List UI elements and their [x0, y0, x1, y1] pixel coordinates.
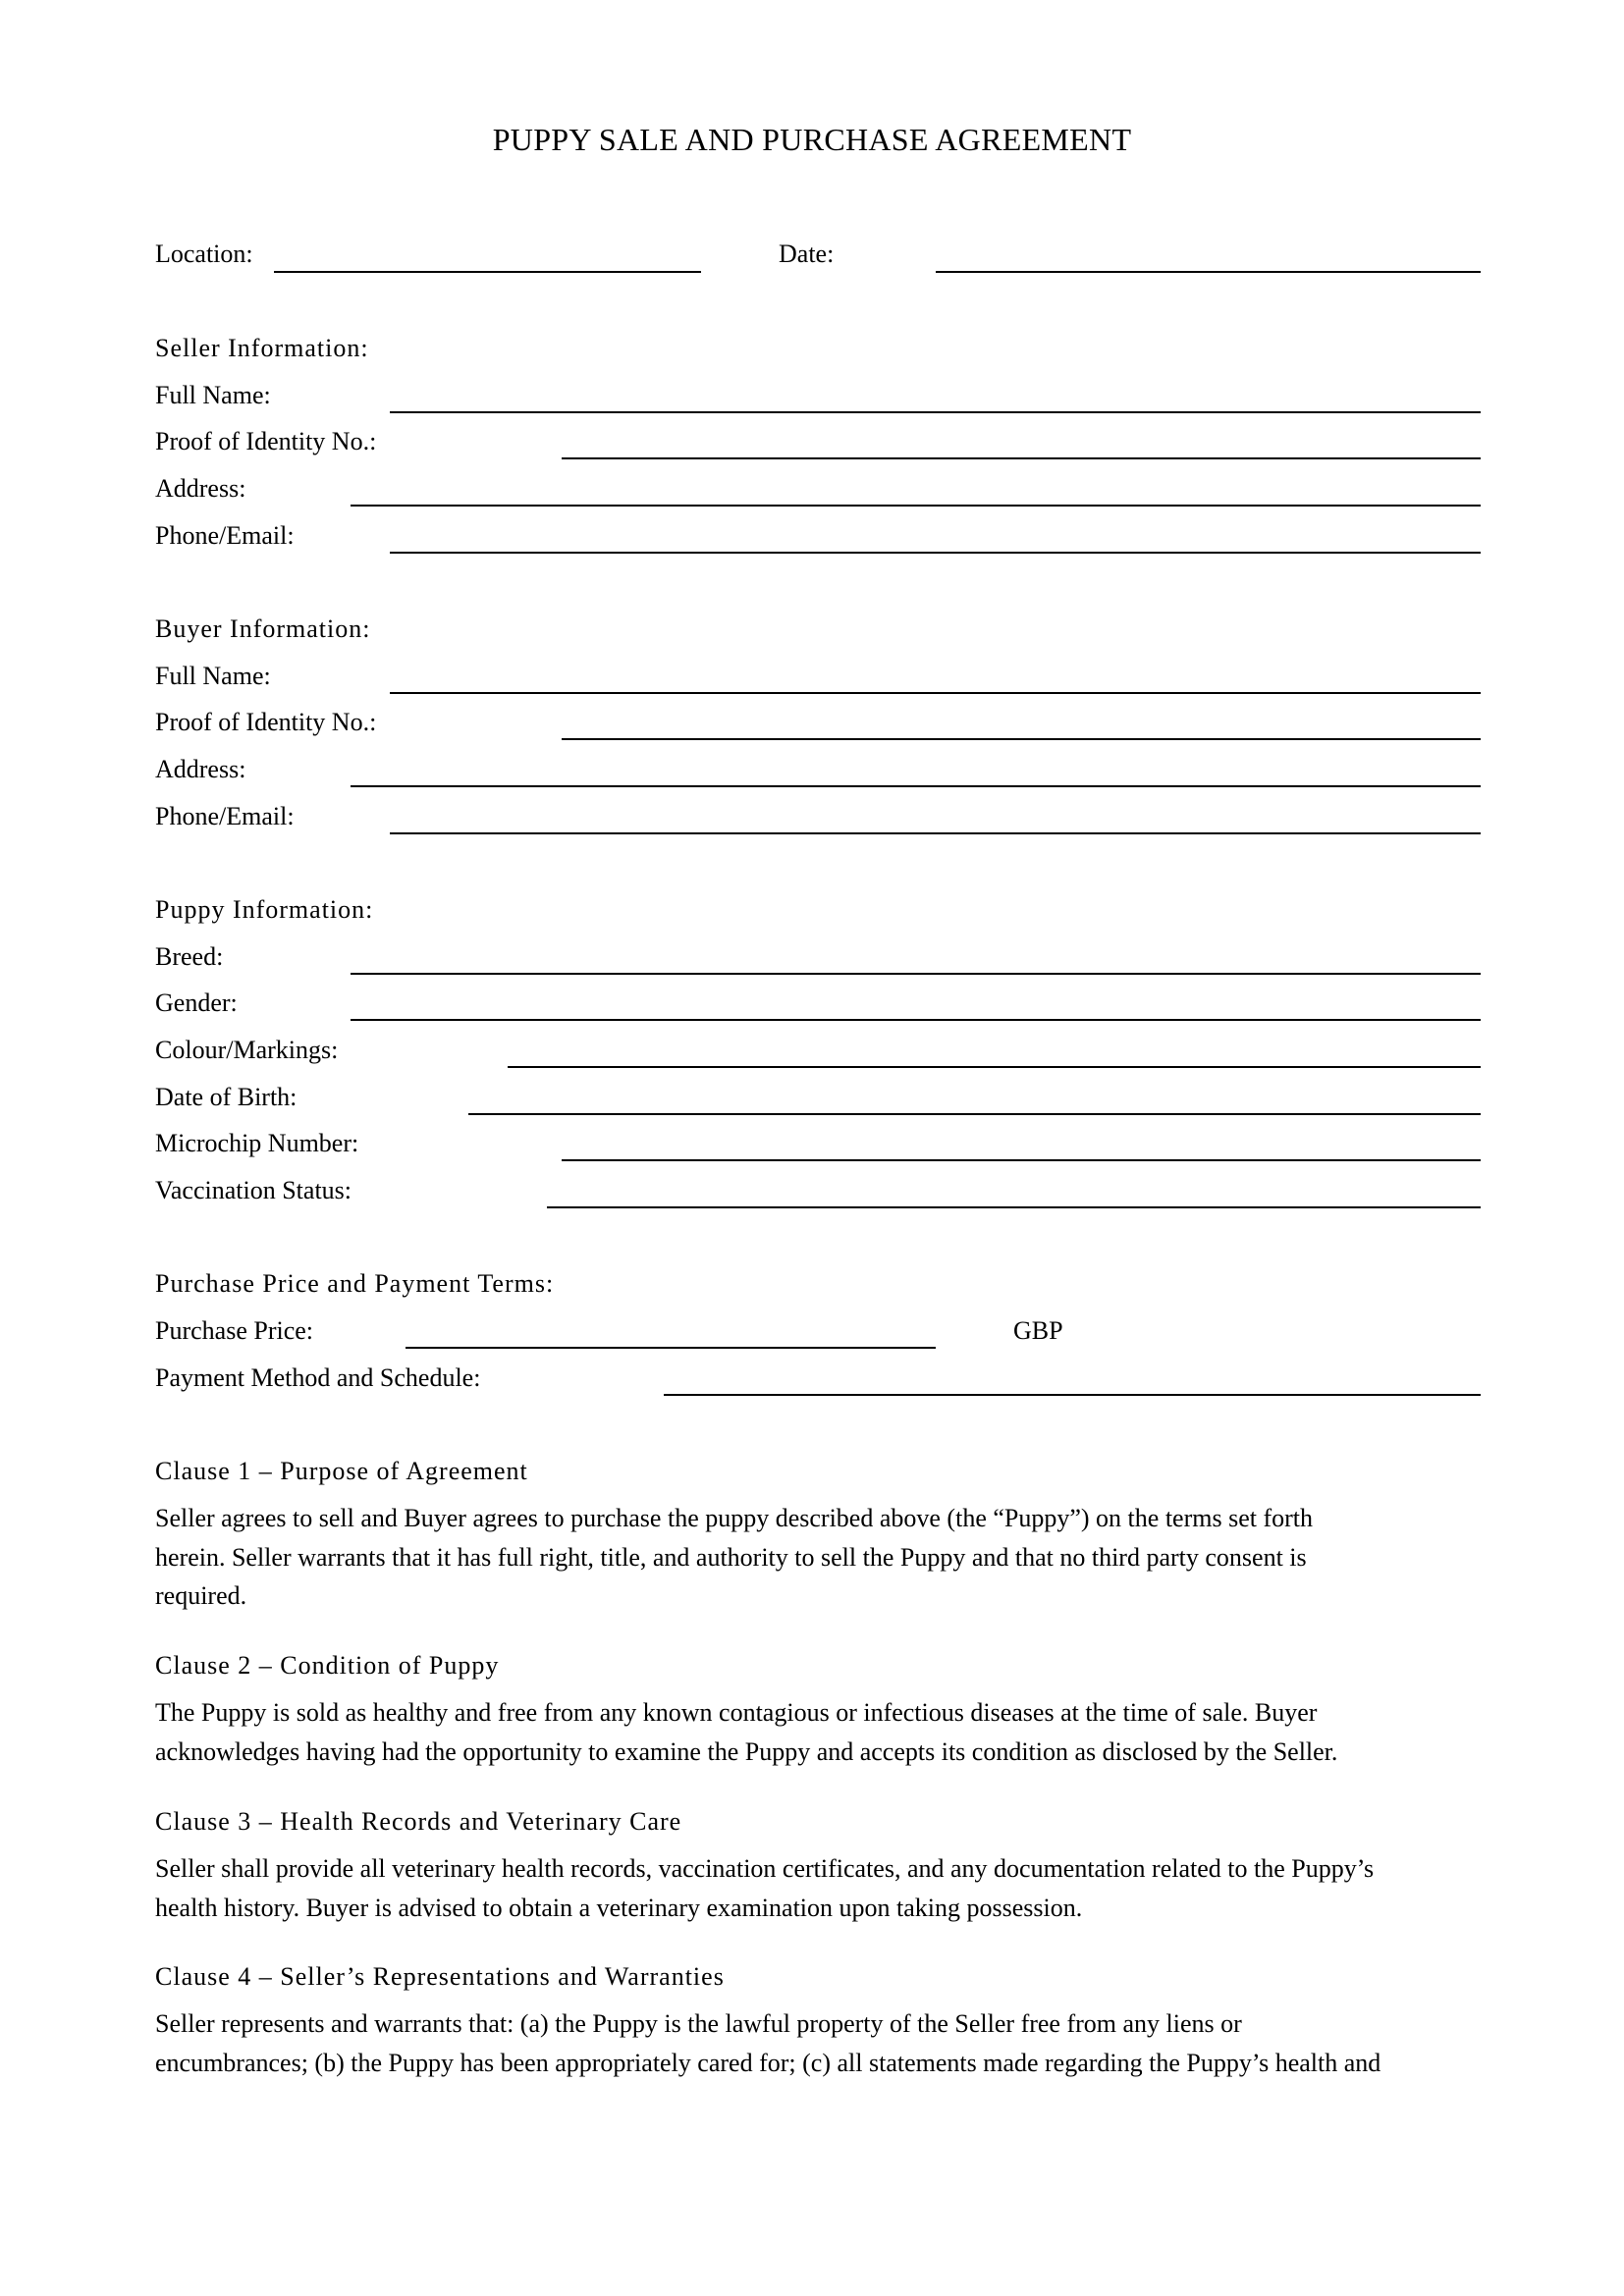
- currency-label: GBP: [1013, 1316, 1063, 1345]
- puppy-dob-field[interactable]: [468, 1113, 1481, 1115]
- clause-1-line: Seller agrees to sell and Buyer agrees to purchase the puppy described above (the “Puppy”) on the terms set forth: [155, 1504, 1314, 1532]
- location-label: Location:: [155, 240, 253, 268]
- clause-2-text: [155, 1693, 1490, 1771]
- payment-method-label: Payment Method and Schedule:: [155, 1363, 481, 1392]
- date-field[interactable]: [936, 271, 1481, 273]
- clause-3-text: [155, 1849, 1490, 1927]
- clause-3-line: health history. Buyer is advised to obtain a veterinary examination upon taking possession.: [155, 1893, 1083, 1922]
- clause-4-line: encumbrances; (b) the Puppy has been appropriately cared for; (c) all statements made regarding the Puppy’s health and: [155, 2048, 1381, 2077]
- puppy-vaccination-field[interactable]: [547, 1206, 1481, 1208]
- seller-contact-field[interactable]: [390, 552, 1481, 554]
- puppy-dob-label: Date of Birth:: [155, 1083, 298, 1111]
- location-field[interactable]: [274, 271, 701, 273]
- buyer-section-heading: Buyer Information:: [155, 614, 371, 643]
- puppy-breed-label: Breed:: [155, 942, 224, 971]
- clause-1-heading: Clause 1 – Purpose of Agreement: [155, 1457, 528, 1485]
- puppy-colour-field[interactable]: [508, 1066, 1481, 1068]
- clause-3-line: Seller shall provide all veterinary health records, vaccination certificates, and any documentation related to the Puppy’s: [155, 1854, 1375, 1883]
- seller-contact-label: Phone/Email:: [155, 521, 295, 550]
- purchase-price-field[interactable]: [406, 1347, 936, 1349]
- clause-2-line: The Puppy is sold as healthy and free from any known contagious or infectious diseases at the time of sale. Buyer: [155, 1698, 1318, 1727]
- seller-section-heading: Seller Information:: [155, 334, 369, 362]
- puppy-gender-label: Gender:: [155, 988, 238, 1017]
- payment-section-heading: Purchase Price and Payment Terms:: [155, 1269, 555, 1298]
- buyer-identity-label: Proof of Identity No.:: [155, 708, 377, 736]
- puppy-colour-label: Colour/Markings:: [155, 1036, 339, 1064]
- clause-3-heading: Clause 3 – Health Records and Veterinary Care: [155, 1807, 682, 1836]
- purchase-price-label: Purchase Price:: [155, 1316, 314, 1345]
- seller-identity-label: Proof of Identity No.:: [155, 427, 377, 455]
- clause-1-line: herein. Seller warrants that it has full right, title, and authority to sell the Puppy and that no third party consent is: [155, 1542, 1307, 1572]
- seller-full-name-field[interactable]: [390, 411, 1481, 413]
- payment-method-field[interactable]: [664, 1394, 1481, 1396]
- clause-4-heading: Clause 4 – Seller’s Representations and Warranties: [155, 1962, 725, 1991]
- clause-4-line: Seller represents and warrants that: (a) the Puppy is the lawful property of the Seller free from any liens or: [155, 2009, 1242, 2038]
- buyer-contact-field[interactable]: [390, 832, 1481, 834]
- seller-full-name-label: Full Name:: [155, 381, 271, 409]
- buyer-identity-field[interactable]: [562, 738, 1481, 740]
- clause-2-heading: Clause 2 – Condition of Puppy: [155, 1651, 500, 1680]
- buyer-address-label: Address:: [155, 755, 246, 783]
- buyer-full-name-label: Full Name:: [155, 662, 271, 690]
- buyer-address-field[interactable]: [351, 785, 1481, 787]
- puppy-breed-field[interactable]: [351, 973, 1481, 975]
- puppy-gender-field[interactable]: [351, 1019, 1481, 1021]
- clause-2-line: acknowledges having had the opportunity to examine the Puppy and accepts its condition as disclosed by the Seller.: [155, 1736, 1338, 1766]
- seller-address-label: Address:: [155, 474, 246, 503]
- puppy-microchip-label: Microchip Number:: [155, 1129, 359, 1157]
- seller-identity-field[interactable]: [562, 457, 1481, 459]
- puppy-vaccination-label: Vaccination Status:: [155, 1176, 352, 1204]
- puppy-microchip-field[interactable]: [562, 1159, 1481, 1161]
- clause-1-text: [155, 1499, 1490, 1616]
- buyer-full-name-field[interactable]: [390, 692, 1481, 694]
- seller-address-field[interactable]: [351, 505, 1481, 507]
- clause-4-text: [155, 2004, 1490, 2082]
- clause-1-line: required.: [155, 1581, 247, 1610]
- date-label: Date:: [779, 240, 835, 268]
- document-title: PUPPY SALE AND PURCHASE AGREEMENT: [492, 122, 1132, 157]
- puppy-section-heading: Puppy Information:: [155, 895, 374, 924]
- buyer-contact-label: Phone/Email:: [155, 802, 295, 830]
